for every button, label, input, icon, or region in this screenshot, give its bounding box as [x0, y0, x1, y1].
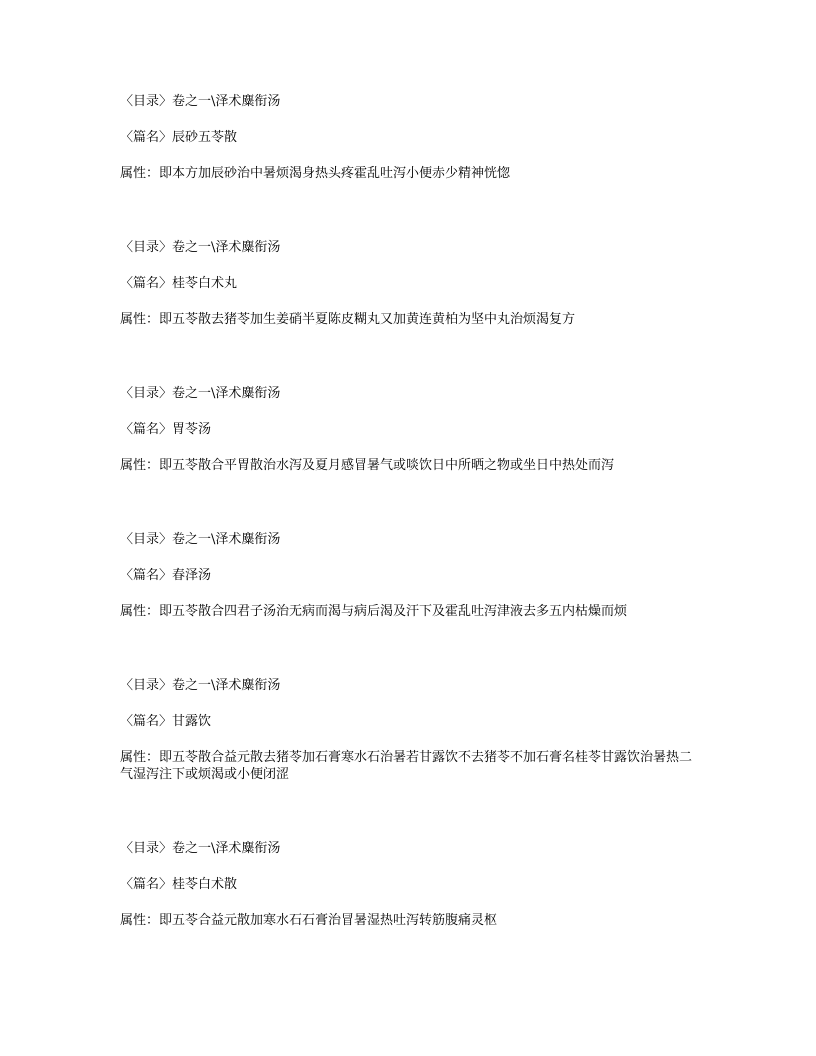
title-line: 〈篇名〉甘露饮 [120, 714, 212, 729]
entry-spacer [120, 201, 700, 239]
entry-5 [120, 677, 700, 783]
catalog-line: 〈目录〉卷之一\泽术麋衔汤 [120, 532, 281, 547]
entry-spacer [120, 639, 700, 677]
title-line: 〈篇名〉桂苓白术丸 [120, 276, 238, 291]
attribute-line: 属性：即五苓散合平胃散治水泻及夏月感冒暑气或啖饮日中所晒之物或坐日中热处而泻 [120, 458, 615, 473]
attribute-line: 属性：即五苓合益元散加寒水石石膏治冒暑湿热吐泻转筋腹痛灵枢 [120, 913, 498, 928]
entry-2 [120, 239, 700, 328]
attribute-line: 属性：即五苓散合四君子汤治无病而渴与病后渴及汗下及霍乱吐泻津液去多五内枯燥而烦 [120, 604, 628, 619]
entry-spacer [120, 493, 700, 531]
attribute-line: 属性：即本方加辰砂治中暑烦渴身热头疼霍乱吐泻小便赤少精神恍惚 [120, 166, 511, 181]
catalog-line: 〈目录〉卷之一\泽术麋衔汤 [120, 94, 281, 109]
document-page [120, 93, 700, 929]
entry-3 [120, 385, 700, 474]
title-line: 〈篇名〉桂苓白术散 [120, 877, 238, 892]
entry-6 [120, 840, 700, 929]
title-line: 〈篇名〉春泽汤 [120, 568, 212, 583]
entry-4 [120, 531, 700, 620]
title-line: 〈篇名〉胃苓汤 [120, 422, 212, 437]
attribute-line: 属性：即五苓散去猪苓加生姜硝半夏陈皮糊丸又加黄连黄柏为坚中丸治烦渴复方 [120, 312, 576, 327]
attribute-line: 属性：即五苓散合益元散去猪苓加石膏寒水石治暑若甘露饮不去猪苓不加石膏名桂苓甘露饮治暑热二气湿泻注下或烦渴或小便闭涩 [120, 750, 693, 782]
entry-1 [120, 93, 700, 182]
catalog-line: 〈目录〉卷之一\泽术麋衔汤 [120, 240, 281, 255]
title-line: 〈篇名〉辰砂五苓散 [120, 130, 238, 145]
catalog-line: 〈目录〉卷之一\泽术麋衔汤 [120, 841, 281, 856]
entry-spacer [120, 802, 700, 840]
catalog-line: 〈目录〉卷之一\泽术麋衔汤 [120, 386, 281, 401]
catalog-line: 〈目录〉卷之一\泽术麋衔汤 [120, 678, 281, 693]
entry-spacer [120, 347, 700, 385]
